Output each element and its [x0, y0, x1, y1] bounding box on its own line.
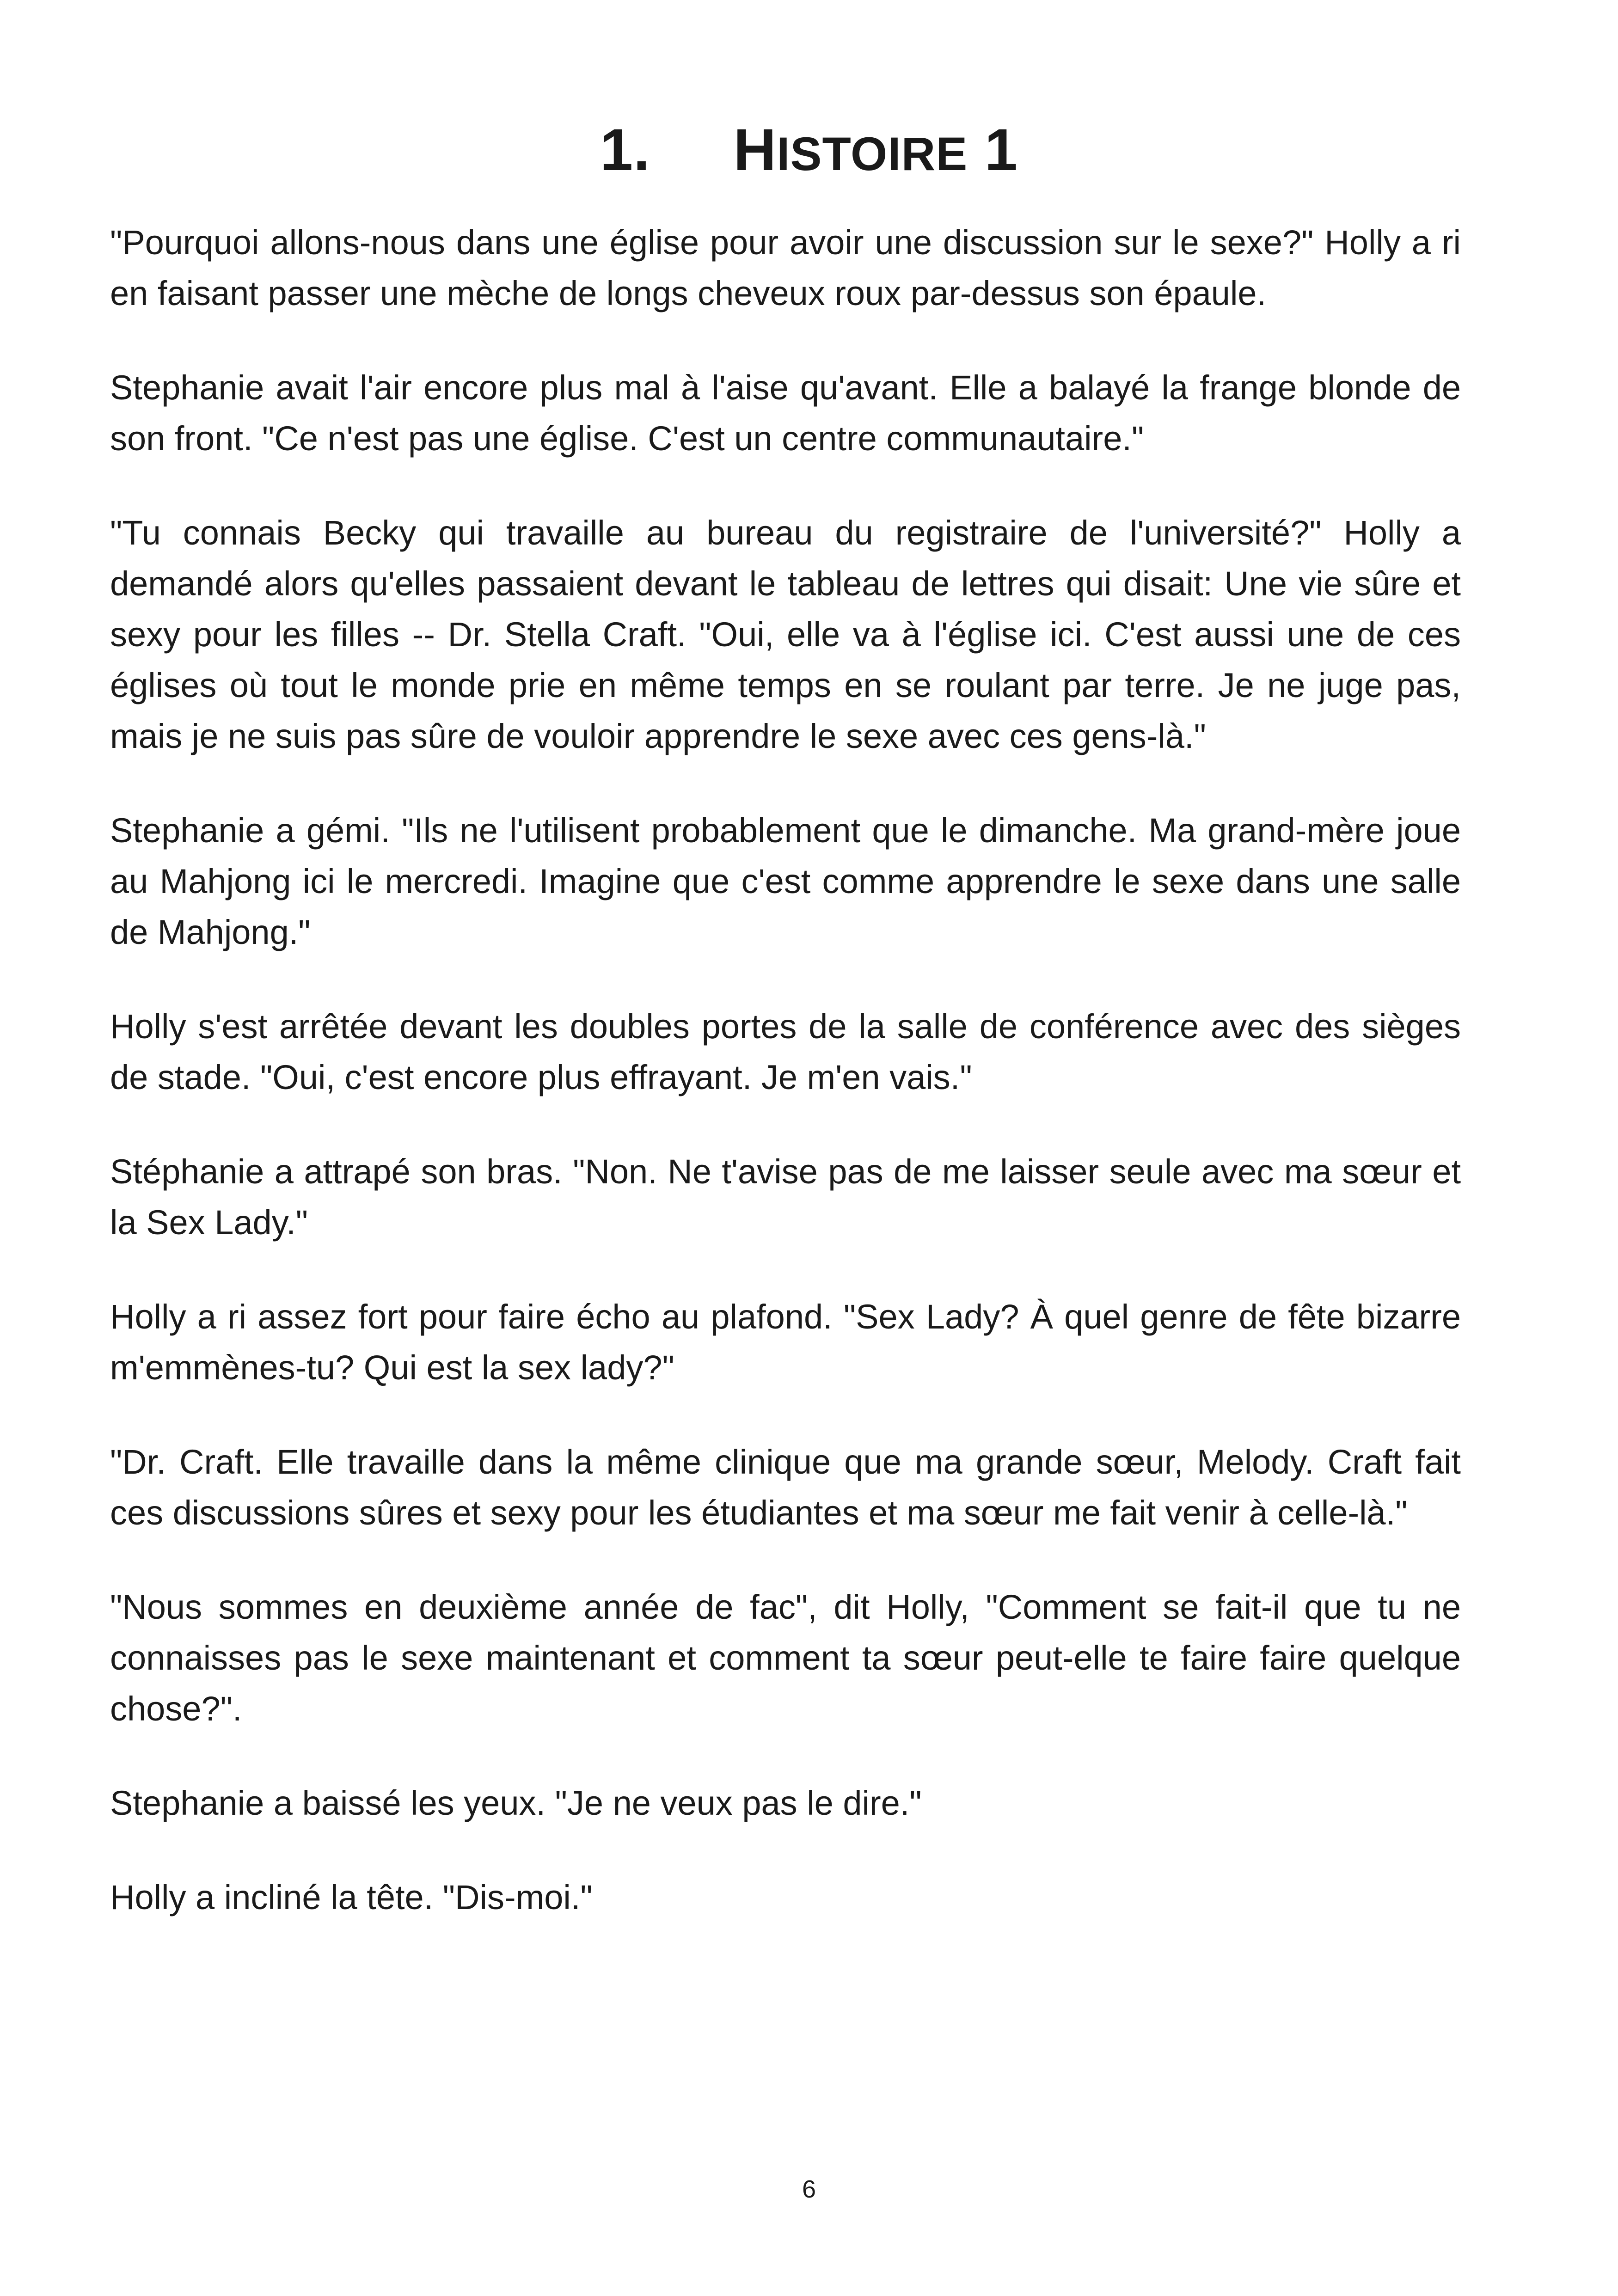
- paragraph: Stephanie avait l'air encore plus mal à l'aise qu'avant. Elle a balayé la frange blonde de son front. "Ce n'est pas une église. C'est un centre communautaire.": [110, 368, 1461, 458]
- paragraph: Stephanie a gémi. "Ils ne l'utilisent probablement que le dimanche. Ma grand-mère joue au Mahjong ici le mercredi. Imagine que c'est comme apprendre le sexe dans une salle de Mahjong.": [110, 811, 1461, 951]
- chapter-number: 1.: [600, 117, 650, 183]
- paragraph: "Tu connais Becky qui travaille au bureau du registraire de l'université?" Holly a demandé alors qu'elles passaient devant le tableau de lettres qui disait: Une vie sûre et sexy pour les filles -- Dr. Stella Craft. "Oui, elle va à l'église ici. C'est aussi une de ces églises où tout le monde prie en même temps en se roulant par terre. Je ne juge pas, mais je ne suis pas sûre de vouloir apprendre le sexe avec ces gens-là.": [110, 514, 1461, 755]
- paragraph: "Dr. Craft. Elle travaille dans la même clinique que ma grande sœur, Melody. Craft fait ces discussions sûres et sexy pour les étudiantes et ma sœur me fait venir à celle-là.": [110, 1443, 1461, 1532]
- paragraph: Stephanie a baissé les yeux. "Je ne veux pas le dire.": [110, 1784, 922, 1822]
- paragraph: "Pourquoi allons-nous dans une église pour avoir une discussion sur le sexe?" Holly a ri en faisant passer une mèche de longs cheveux roux par-dessus son épaule.: [110, 223, 1461, 312]
- paragraph: "Nous sommes en deuxième année de fac", dit Holly, "Comment se fait-il que tu ne connaisses pas le sexe maintenant et comment ta sœur peut-elle te faire faire quelque chose?".: [110, 1588, 1461, 1728]
- chapter-title-text: [734, 117, 1018, 183]
- chapter-title-initial: H: [733, 117, 777, 183]
- paragraph: Holly a incliné la tête. "Dis-moi.": [110, 1878, 593, 1916]
- paragraph: Holly s'est arrêtée devant les doubles portes de la salle de conférence avec des sièges de stade. "Oui, c'est encore plus effrayant. Je m'en vais.": [110, 1007, 1461, 1096]
- chapter-title-rest: ISTOIRE: [777, 128, 968, 180]
- body-text: [110, 217, 1461, 1966]
- paragraph: Stéphanie a attrapé son bras. "Non. Ne t'avise pas de me laisser seule avec ma sœur et la Sex Lady.": [110, 1152, 1461, 1242]
- chapter-title: [0, 118, 1618, 183]
- paragraph: Holly a ri assez fort pour faire écho au plafond. "Sex Lady? À quel genre de fête bizarre m'emmènes-tu? Qui est la sex lady?": [110, 1298, 1461, 1387]
- page-number: 6: [802, 2175, 816, 2203]
- chapter-title-number: 1: [984, 117, 1018, 183]
